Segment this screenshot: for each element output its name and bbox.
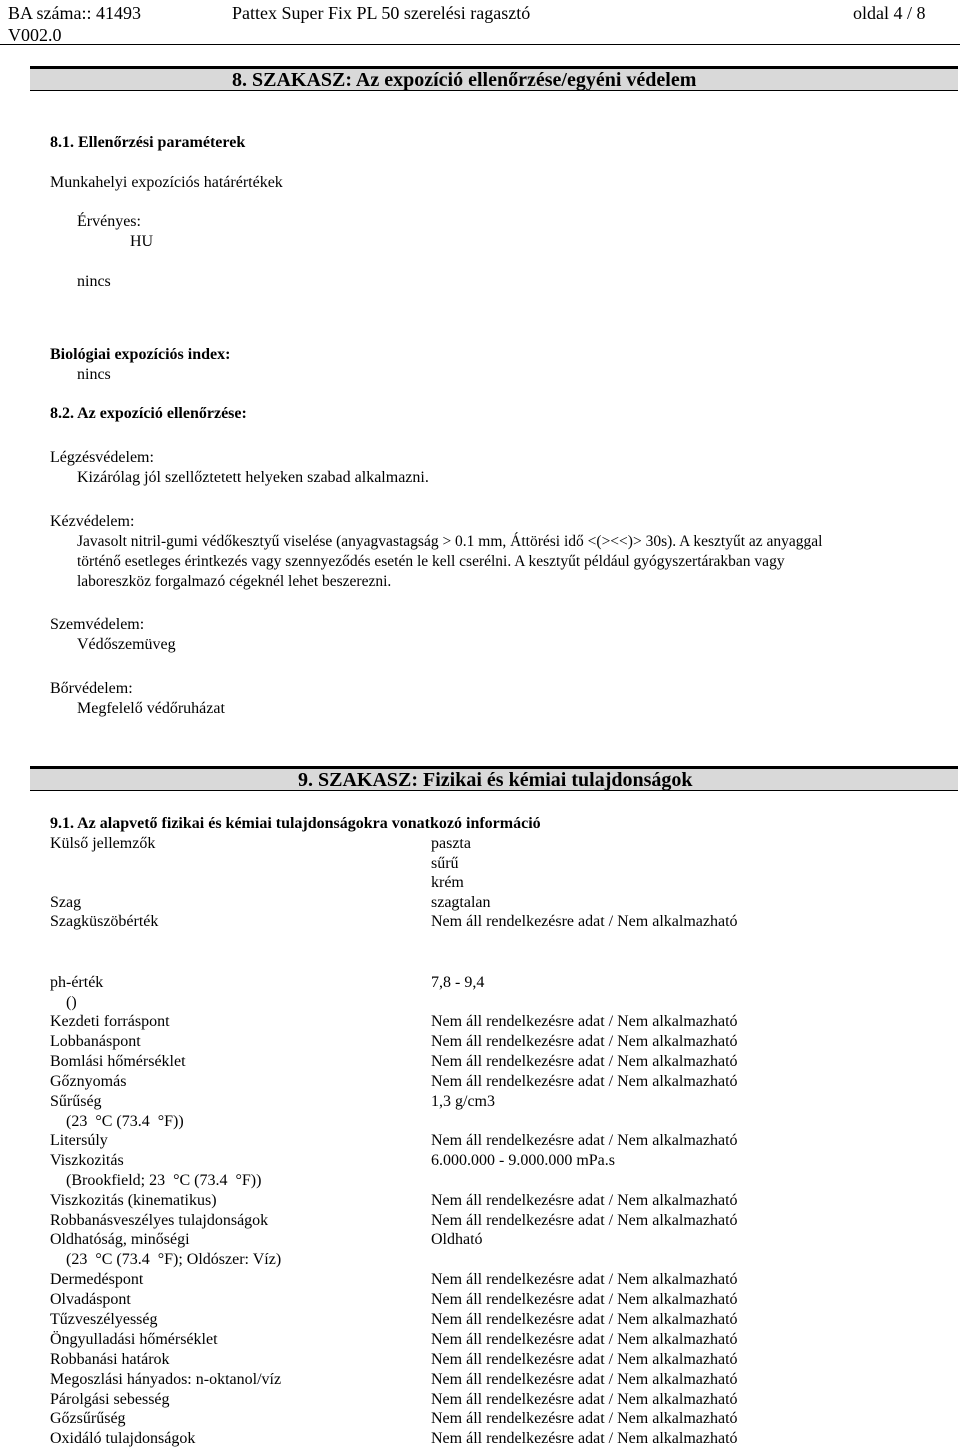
eye-protection-label: Szemvédelem: [50,616,145,633]
property-label: Litersúly [50,1132,108,1149]
property-label: Párolgási sebesség [50,1391,170,1408]
property-value: Nem áll rendelkezésre adat / Nem alkalmazható [431,1371,738,1388]
property-label: (23 °C (73.4 °F)) [50,1113,184,1130]
property-label: Külső jellemzők [50,835,156,852]
property-value: Nem áll rendelkezésre adat / Nem alkalmazható [431,1192,738,1209]
property-label: Oldhatóság, minőségi [50,1231,190,1248]
property-label: Sűrűség [50,1093,102,1110]
skin-protection-text: Megfelelő védőruházat [77,700,225,717]
property-label: Megoszlási hányados: n-oktanol/víz [50,1371,282,1388]
property-label: Tűzveszélyesség [50,1311,158,1328]
property-value: szagtalan [431,894,491,911]
property-value: Nem áll rendelkezésre adat / Nem alkalmazható [431,1331,738,1348]
property-value: Nem áll rendelkezésre adat / Nem alkalmazható [431,1053,738,1070]
limits-value: nincs [77,273,111,290]
hand-protection-line-1: Javasolt nitril-gumi védőkesztyű viselése (anyagvastagság > 0.1 mm, Áttörési idő <(><<)> 30s). A kesztyűt az anyaggal [77,533,823,550]
property-value: Nem áll rendelkezésre adat / Nem alkalmazható [431,1430,738,1447]
property-value: Nem áll rendelkezésre adat / Nem alkalmazható [431,1410,738,1427]
subsection-8-2-title: 8.2. Az expozíció ellenőrzése: [50,405,247,422]
document-number: BA száma:: 41493 [8,3,141,23]
hand-protection-label: Kézvédelem: [50,513,135,530]
property-value: Nem áll rendelkezésre adat / Nem alkalmazható [431,1073,738,1090]
property-label: Gőznyomás [50,1073,127,1090]
property-label: Gőzsűrűség [50,1410,126,1427]
workplace-limits-heading: Munkahelyi expozíciós határértékek [50,174,283,191]
valid-label: Érvényes: [77,213,141,230]
property-value: 7,8 - 9,4 [431,974,485,991]
property-value: Nem áll rendelkezésre adat / Nem alkalmazható [431,1033,738,1050]
property-value: Nem áll rendelkezésre adat / Nem alkalmazható [431,1212,738,1229]
product-name: Pattex Super Fix PL 50 szerelési ragasztó [232,3,531,23]
property-value: Nem áll rendelkezésre adat / Nem alkalmazható [431,1291,738,1308]
bio-index-value: nincs [77,366,111,383]
property-label: Robbanásveszélyes tulajdonságok [50,1212,269,1229]
property-label: Viszkozitás [50,1152,124,1169]
property-label: (23 °C (73.4 °F); Oldószer: Víz) [50,1251,282,1268]
property-value: Oldható [431,1231,483,1248]
respiratory-label: Légzésvédelem: [50,449,154,466]
property-value: paszta [431,835,471,852]
property-label: Bomlási hőmérséklet [50,1053,186,1070]
section-9-title: 9. SZAKASZ: Fizikai és kémiai tulajdonságok [298,769,693,791]
property-label: () [50,994,77,1011]
subsection-8-1-title: 8.1. Ellenőrzési paraméterek [50,134,246,151]
property-value: Nem áll rendelkezésre adat / Nem alkalmazható [431,1132,738,1149]
respiratory-text: Kizárólag jól szellőztetett helyeken szabad alkalmazni. [77,469,429,486]
property-value: Nem áll rendelkezésre adat / Nem alkalmazható [431,1311,738,1328]
page-number: oldal 4 / 8 [853,3,926,23]
eye-protection-text: Védőszemüveg [77,636,176,653]
property-label: Dermedéspont [50,1271,144,1288]
skin-protection-label: Bőrvédelem: [50,680,133,697]
property-value: sűrű [431,855,459,872]
property-label: Robbanási határok [50,1351,170,1368]
property-value: Nem áll rendelkezésre adat / Nem alkalmazható [431,1391,738,1408]
property-label: Öngyulladási hőmérséklet [50,1331,218,1348]
property-label: Lobbanáspont [50,1033,141,1050]
property-label: Viszkozitás (kinematikus) [50,1192,217,1209]
property-value: 6.000.000 - 9.000.000 mPa.s [431,1152,615,1169]
property-label: Olvadáspont [50,1291,131,1308]
hand-protection-line-2: történő esetleges érintkezés vagy szennyeződés esetén le kell cserélni. A kesztyűt például gyógyszertárakban vagy [77,553,785,570]
property-value: 1,3 g/cm3 [431,1093,495,1110]
bio-index-label: Biológiai expozíciós index: [50,346,231,363]
document-version: V002.0 [8,25,62,45]
header-rule [0,44,960,45]
property-value: krém [431,874,464,891]
property-value: Nem áll rendelkezésre adat / Nem alkalmazható [431,1271,738,1288]
property-label: Szagküszöbérték [50,913,159,930]
property-label: Kezdeti forráspont [50,1013,170,1030]
property-label: Oxidáló tulajdonságok [50,1430,196,1447]
property-label: ph-érték [50,974,104,991]
subsection-9-1-title: 9.1. Az alapvető fizikai és kémiai tulajdonságokra vonatkozó információ [50,815,541,832]
hand-protection-line-3: laboreszköz forgalmazó cégeknél lehet beszerezni. [77,573,392,590]
property-value: Nem áll rendelkezésre adat / Nem alkalmazható [431,1013,738,1030]
property-label: (Brookfield; 23 °C (73.4 °F)) [50,1172,262,1189]
property-label: Szag [50,894,82,911]
property-value: Nem áll rendelkezésre adat / Nem alkalmazható [431,913,738,930]
property-value: Nem áll rendelkezésre adat / Nem alkalmazható [431,1351,738,1368]
valid-value: HU [130,233,154,250]
section-8-title: 8. SZAKASZ: Az expozíció ellenőrzése/egyéni védelem [232,69,697,91]
